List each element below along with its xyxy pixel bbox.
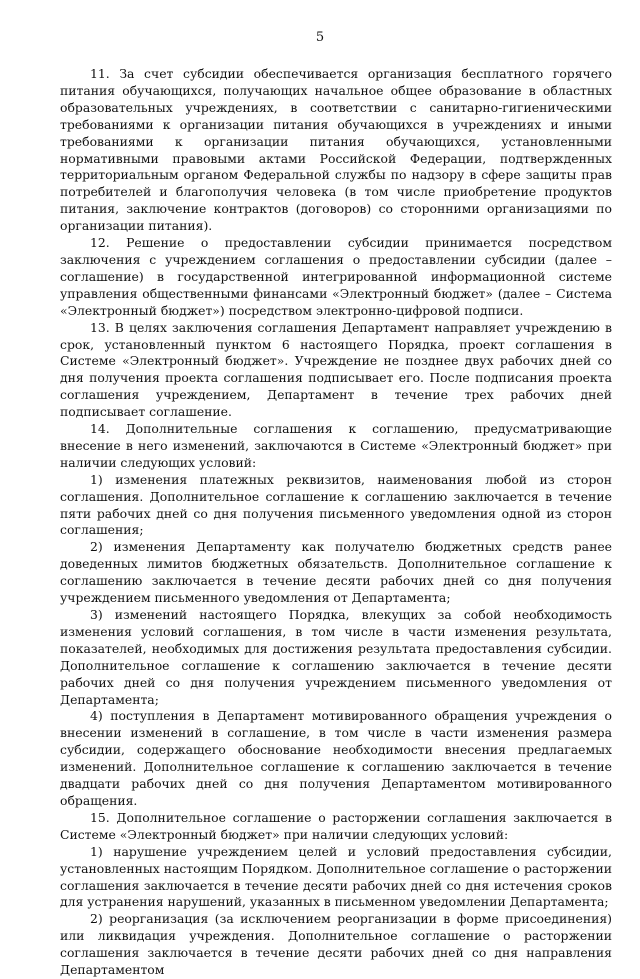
paragraph-11: 11. За счет субсидии обеспечивается организация бесплатного горячего питания обучающихся, получающих начальное общее образование в областных образовательных учреждениях, в соответствии с санитарно-гигиеническими требованиями к организации питания обучающихся в учреждениях и иными требованиями к организации питания обучающихся, установленными нормативными правовыми актами Российской Федерации, подтвержденных территориальным органом Федеральной службы по надзору в сфере защиты прав потребителей и благополучия человека (в том числе приобретение продуктов питания, заключение контрактов (договоров) со сторонними организациями по организации питания). xyxy=(60,66,612,234)
paragraph-15-item-2: 2) реорганизация (за исключением реорганизации в форме присоединения) или ликвидация учреждения. Дополнительное соглашение о расторжении соглашения заключается в течение десяти рабочих дней со дня направления Департаментом xyxy=(60,911,612,978)
paragraph-14-item-4: 4) поступления в Департамент мотивированного обращения учреждения о внесении изменений в соглашение, в том числе в части изменения размера субсидии, содержащего обоснование необходимости внесения предлагаемых изменений. Дополнительное соглашение к соглашению заключается в течение двадцати рабочих дней со дня получения Департаментом мотивированного обращения. xyxy=(60,708,612,808)
paragraph-12: 12. Решение о предоставлении субсидии принимается посредством заключения с учреждением соглашения о предоставлении субсидии (далее – соглашение) в государственной интегрированной информационной системе управления общественными финансами «Электронный бюджет» (далее – Система «Электронный бюджет») посредством электронно-цифровой подписи. xyxy=(60,235,612,318)
paragraph-14-item-1: 1) изменения платежных реквизитов, наименования любой из сторон соглашения. Дополнительное соглашение к соглашению заключается в течение пяти рабочих дней со дня получения письменного уведомления одной из сторон соглашения; xyxy=(60,471,612,538)
paragraph-14-item-3: 3) изменений настоящего Порядка, влекущих за собой необходимость изменения условий соглашения, в том числе в части изменения результата, показателей, необходимых для достижения результата предоставления субсидии. Дополнительное соглашение к соглашению заключается в течение десяти рабочих дней со дня получения учреждением письменного уведомления от Департамента; xyxy=(60,607,612,707)
paragraph-15-item-1: 1) нарушение учреждением целей и условий предоставления субсидии, установленных настоящим Порядком. Дополнительное соглашение о расторжении соглашения заключается в течение десяти рабочих дней со дня истечения сроков для устранения нарушений, указанных в письменном уведомлении Департамента; xyxy=(60,843,612,910)
paragraph-14-item-2: 2) изменения Департаменту как получателю бюджетных средств ранее доведенных лимитов бюджетных обязательств. Дополнительное соглашение к соглашению заключается в течение десяти рабочих дней со дня получения учреждением письменного уведомления от Департамента; xyxy=(60,539,612,606)
paragraph-14: 14. Дополнительные соглашения к соглашению, предусматривающие внесение в него изменений, заключаются в Системе «Электронный бюджет» при наличии следующих условий: xyxy=(60,421,612,470)
paragraph-13: 13. В целях заключения соглашения Департамент направляет учреждению в срок, установленный пунктом 6 настоящего Порядка, проект соглашения в Системе «Электронный бюджет». Учреждение не позднее двух рабочих дней со дня получения проекта соглашения подписывает его. После подписания проекта соглашения учреждением, Департамент в течение трех рабочих дней подписывает соглашение. xyxy=(60,319,612,420)
paragraph-15: 15. Дополнительное соглашение о расторжении соглашения заключается в Системе «Электронный бюджет» при наличии следующих условий: xyxy=(60,809,612,842)
page-number: 5 xyxy=(315,30,325,45)
document-body xyxy=(60,66,612,979)
